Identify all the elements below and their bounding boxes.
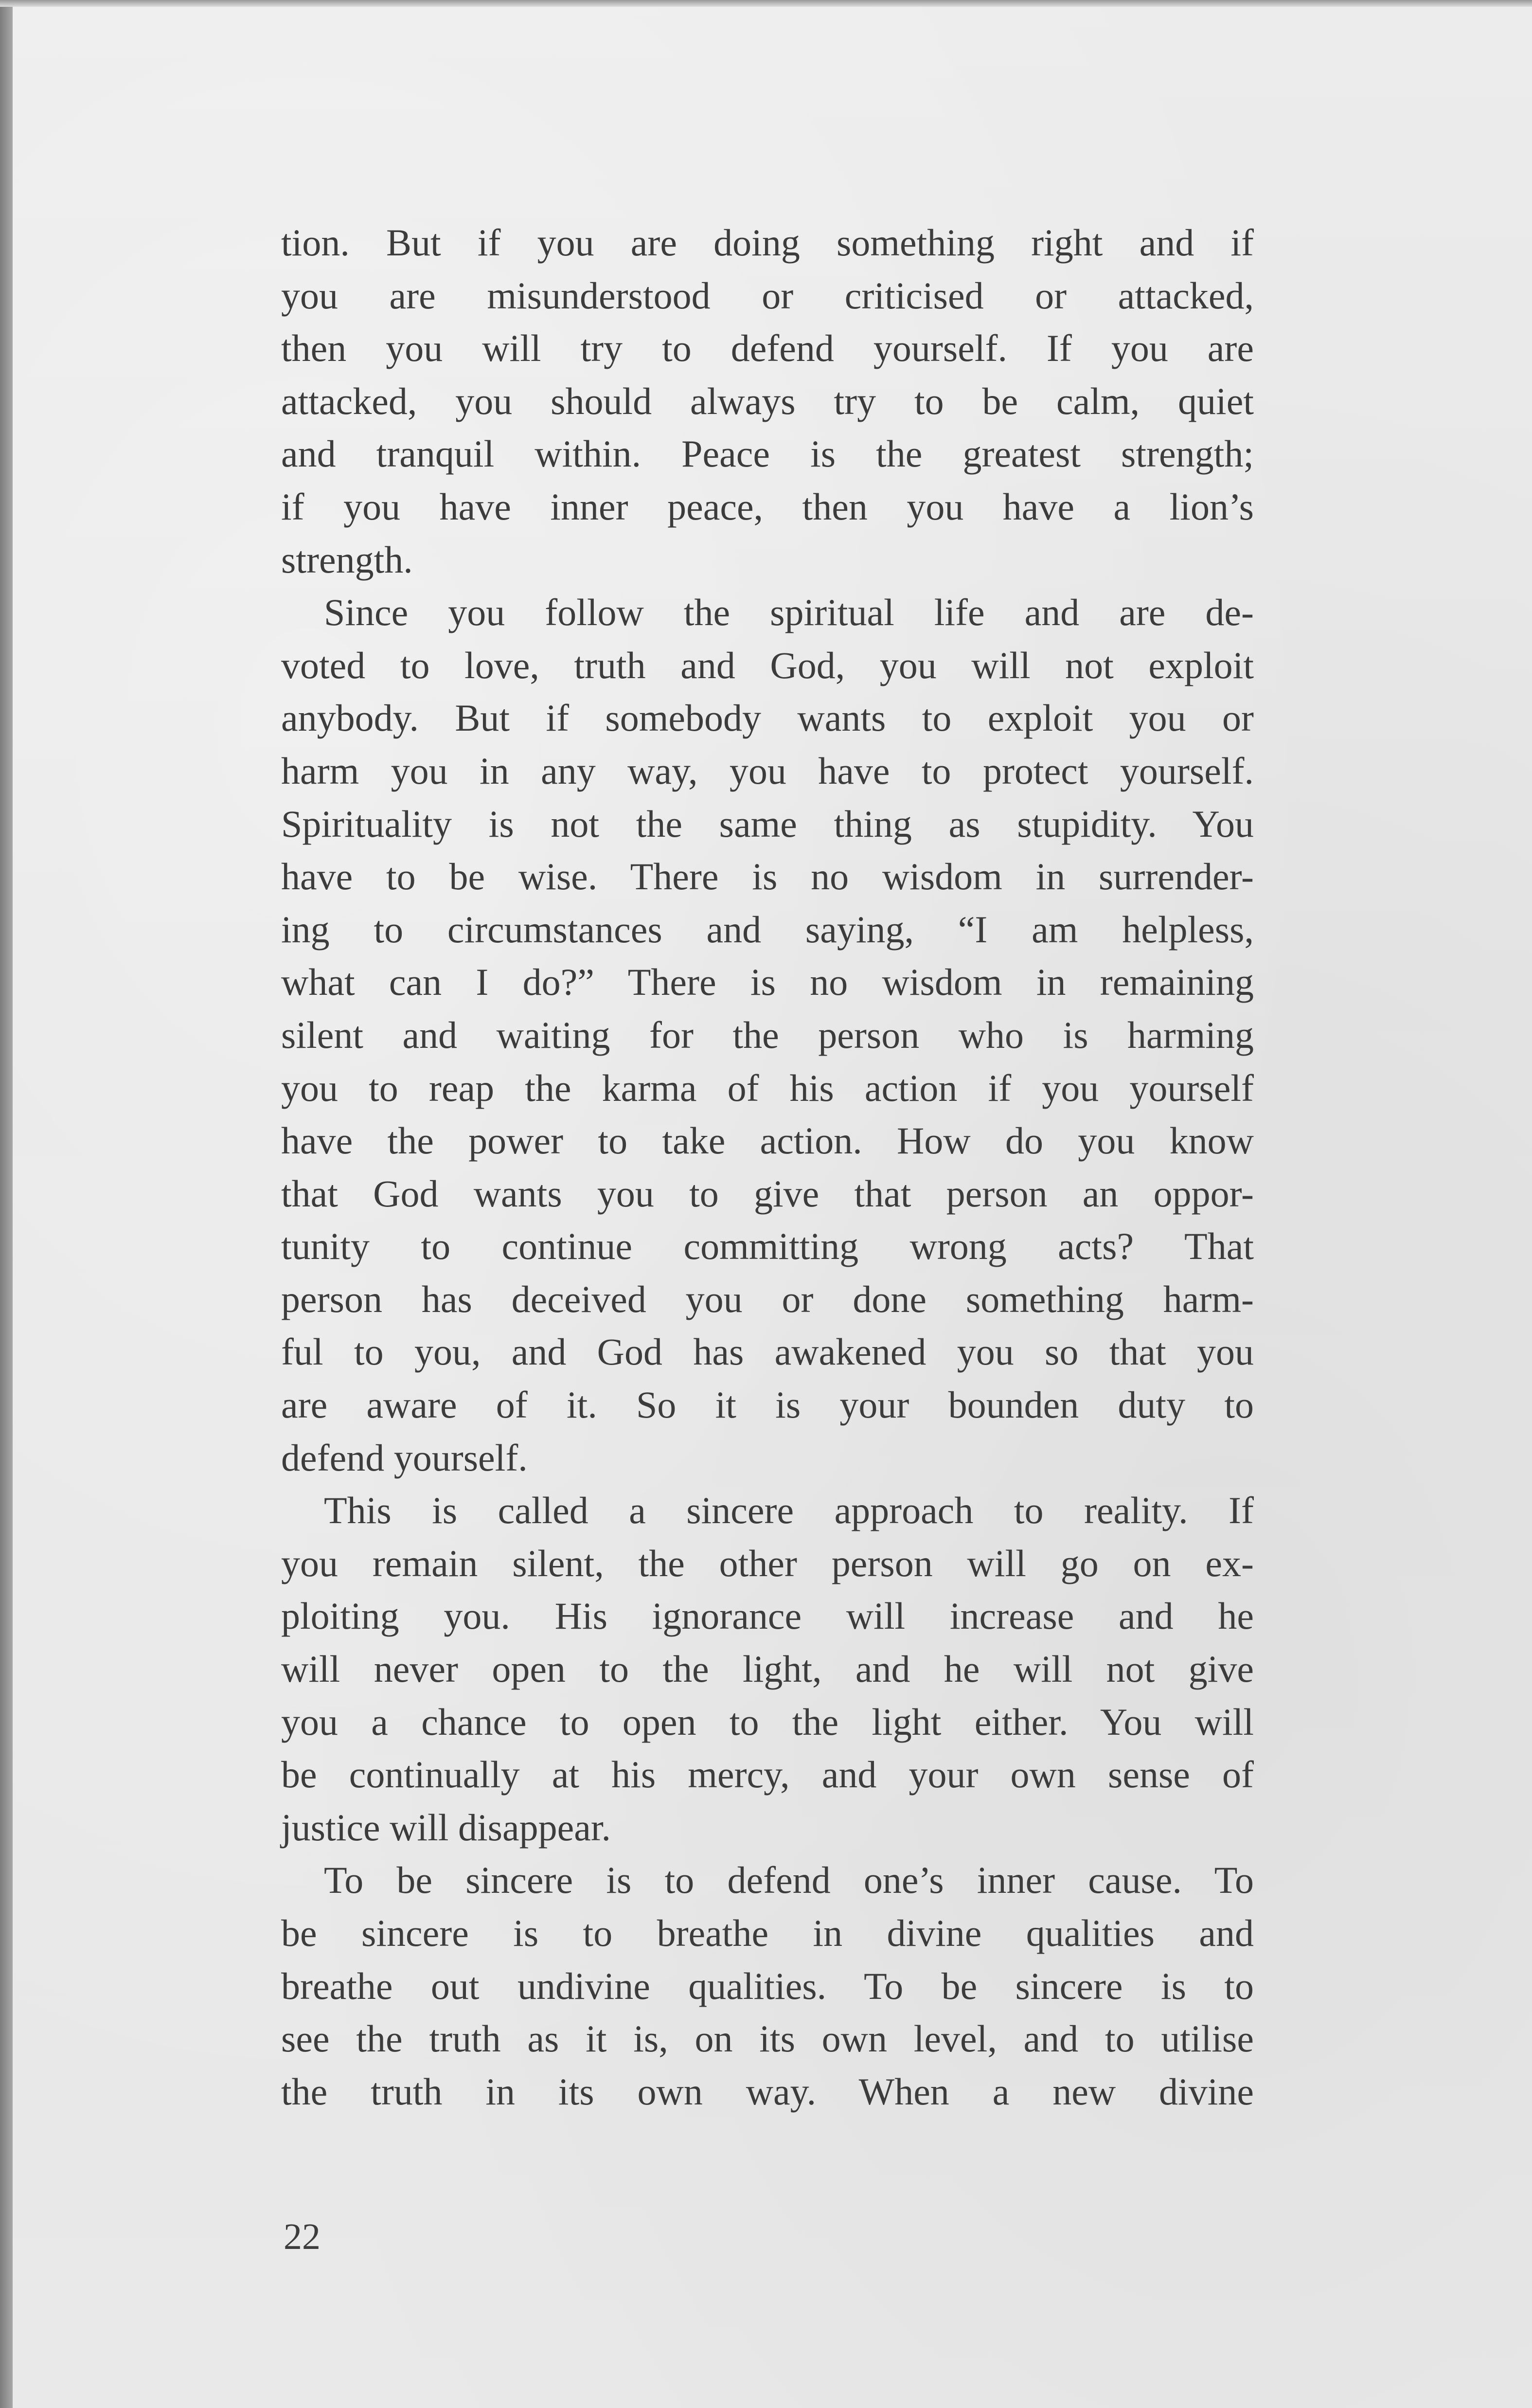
scan-top-edge: [0, 0, 1532, 7]
text-line: ploiting you. His ignorance will increase and he: [281, 1595, 1254, 1637]
text-line: harm you in any way, you have to protect yourself.: [281, 749, 1254, 792]
text-line: Since you follow the spiritual life and are de-: [324, 591, 1254, 634]
text-line: you remain silent, the other person will go on ex-: [281, 1542, 1254, 1584]
text-line: To be sincere is to defend one’s inner cause. To: [324, 1859, 1254, 1902]
text-line: attacked, you should always try to be calm, quiet: [281, 379, 1254, 422]
text-line: person has deceived you or done something harm-: [281, 1277, 1254, 1320]
paragraph: [281, 216, 1254, 586]
text-line: have the power to take action. How do you know: [281, 1119, 1254, 1162]
text-line: you a chance to open to the light either. You will: [281, 1700, 1254, 1743]
paragraph: [281, 1854, 1254, 2118]
scan-left-edge: [0, 0, 13, 2408]
body-text: [281, 216, 1254, 2118]
text-line: the truth in its own way. When a new divine: [281, 2070, 1254, 2113]
text-line: and tranquil within. Peace is the greatest strength;: [281, 432, 1254, 475]
text-line: justice will disappear.: [281, 1806, 611, 1849]
text-line: have to be wise. There is no wisdom in surrender-: [281, 855, 1254, 898]
text-line: tion. But if you are doing something right and if: [281, 221, 1254, 264]
text-line: Spirituality is not the same thing as stupidity. You: [281, 802, 1254, 845]
text-line: defend yourself.: [281, 1436, 528, 1479]
text-line: anybody. But if somebody wants to exploit you or: [281, 697, 1254, 739]
text-line: are aware of it. So it is your bounden duty to: [281, 1384, 1254, 1426]
text-line: voted to love, truth and God, you will not exploit: [281, 644, 1254, 686]
paragraph: [281, 586, 1254, 1484]
text-line: be sincere is to breathe in divine qualities and: [281, 1912, 1254, 1954]
text-line: you to reap the karma of his action if you yourself: [281, 1066, 1254, 1109]
text-line: that God wants you to give that person an oppor-: [281, 1172, 1254, 1215]
text-line: if you have inner peace, then you have a lion’s: [281, 485, 1254, 528]
text-line: be continually at his mercy, and your own sense of: [281, 1753, 1254, 1796]
text-line: see the truth as it is, on its own level, and to utilise: [281, 2017, 1254, 2060]
text-line: This is called a sincere approach to reality. If: [324, 1489, 1254, 1532]
text-line: tunity to continue committing wrong acts? That: [281, 1225, 1254, 1268]
text-line: then you will try to defend yourself. If you are: [281, 327, 1254, 370]
page-number: 22: [284, 2216, 321, 2257]
text-line: what can I do?” There is no wisdom in remaining: [281, 961, 1254, 1004]
text-line: breathe out undivine qualities. To be sincere is to: [281, 1964, 1254, 2007]
text-line: ing to circumstances and saying, “I am helpless,: [281, 908, 1254, 951]
text-line: ful to you, and God has awakened you so that you: [281, 1330, 1254, 1373]
text-line: silent and waiting for the person who is harming: [281, 1013, 1254, 1056]
text-line: you are misunderstood or criticised or attacked,: [281, 274, 1254, 317]
text-line: strength.: [281, 538, 413, 581]
paragraph: [281, 1484, 1254, 1854]
text-line: will never open to the light, and he will not give: [281, 1648, 1254, 1690]
